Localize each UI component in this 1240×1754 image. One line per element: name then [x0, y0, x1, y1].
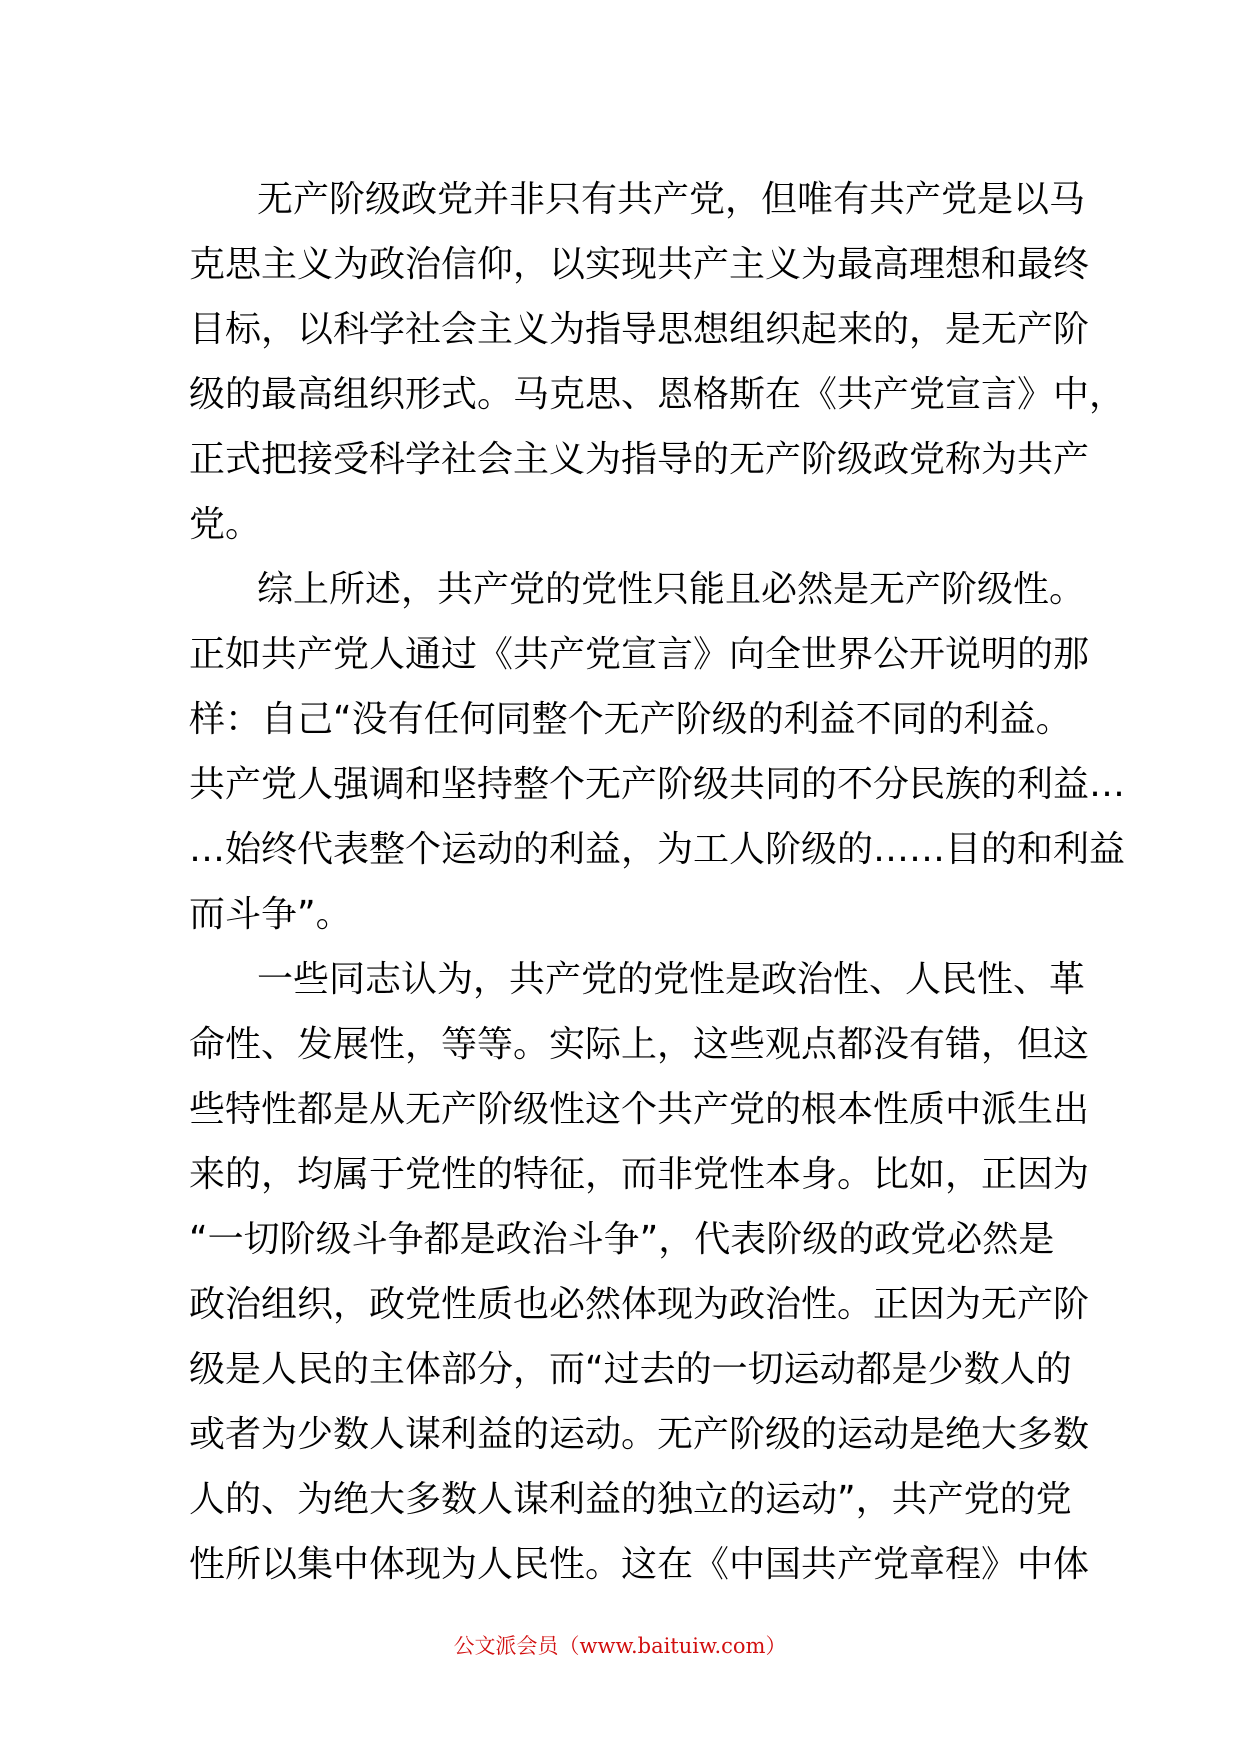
paragraph-3-line-1: 一些同志认为，共产党的党性是政治性、人民性、革: [257, 959, 1086, 1000]
paragraph-3-line-9: 人的、为绝大多数人谋利益的独立的运动”，共产党的党: [189, 1479, 1072, 1520]
paragraph-3-line-6: 政治组织，政党性质也必然体现为政治性。正因为无产阶: [189, 1284, 1090, 1325]
paragraph-2-line-1: 综上所述，共产党的党性只能且必然是无产阶级性。: [257, 569, 1086, 610]
paragraph-2-line-6: 而斗争”。: [189, 894, 352, 935]
paragraph-1-line-6: 党。: [189, 504, 262, 545]
paragraph-3-line-8: 或者为少数人谋利益的运动。无产阶级的运动是绝大多数: [189, 1414, 1090, 1455]
footer-label: 公文派会员: [453, 1634, 559, 1658]
paragraph-1-line-5: 正式把接受科学社会主义为指导的无产阶级政党称为共产: [189, 439, 1090, 480]
paragraph-3-line-5: “一切阶级斗争都是政治斗争”，代表阶级的政党必然是: [189, 1219, 1055, 1260]
paragraph-2-line-5: …始终代表整个运动的利益，为工人阶级的……目的和利益: [189, 829, 1126, 870]
paragraph-3-line-3: 些特性都是从无产阶级性这个共产党的根本性质中派生出: [189, 1089, 1090, 1130]
paragraph-1-line-3: 目标，以科学社会主义为指导思想组织起来的，是无产阶: [189, 309, 1090, 350]
paragraph-1-line-4: 级的最高组织形式。马克思、恩格斯在《共产党宣言》中，: [189, 374, 1126, 415]
paragraph-3-line-2: 命性、发展性，等等。实际上，这些观点都没有错，但这: [189, 1024, 1090, 1065]
paragraph-1-line-1: 无产阶级政党并非只有共产党，但唯有共产党是以马: [257, 179, 1086, 220]
paragraph-3-line-10: 性所以集中体现为人民性。这在《中国共产党章程》中体: [189, 1544, 1090, 1585]
paragraph-2-line-4: 共产党人强调和坚持整个无产阶级共同的不分民族的利益…: [189, 764, 1126, 805]
paragraph-1-line-2: 克思主义为政治信仰，以实现共产主义为最高理想和最终: [189, 244, 1090, 285]
paragraph-2-line-2: 正如共产党人通过《共产党宣言》向全世界公开说明的那: [189, 634, 1090, 675]
footer-watermark: [0, 1631, 1240, 1661]
paragraph-3-line-4: 来的，均属于党性的特征，而非党性本身。比如，正因为: [189, 1154, 1090, 1195]
footer-url[interactable]: （www.baituiw.com）: [558, 1634, 787, 1658]
paragraph-2-line-3: 样：自己“没有任何同整个无产阶级的利益不同的利益。: [189, 699, 1072, 740]
paragraph-3-line-7: 级是人民的主体部分，而“过去的一切运动都是少数人的: [189, 1349, 1072, 1390]
